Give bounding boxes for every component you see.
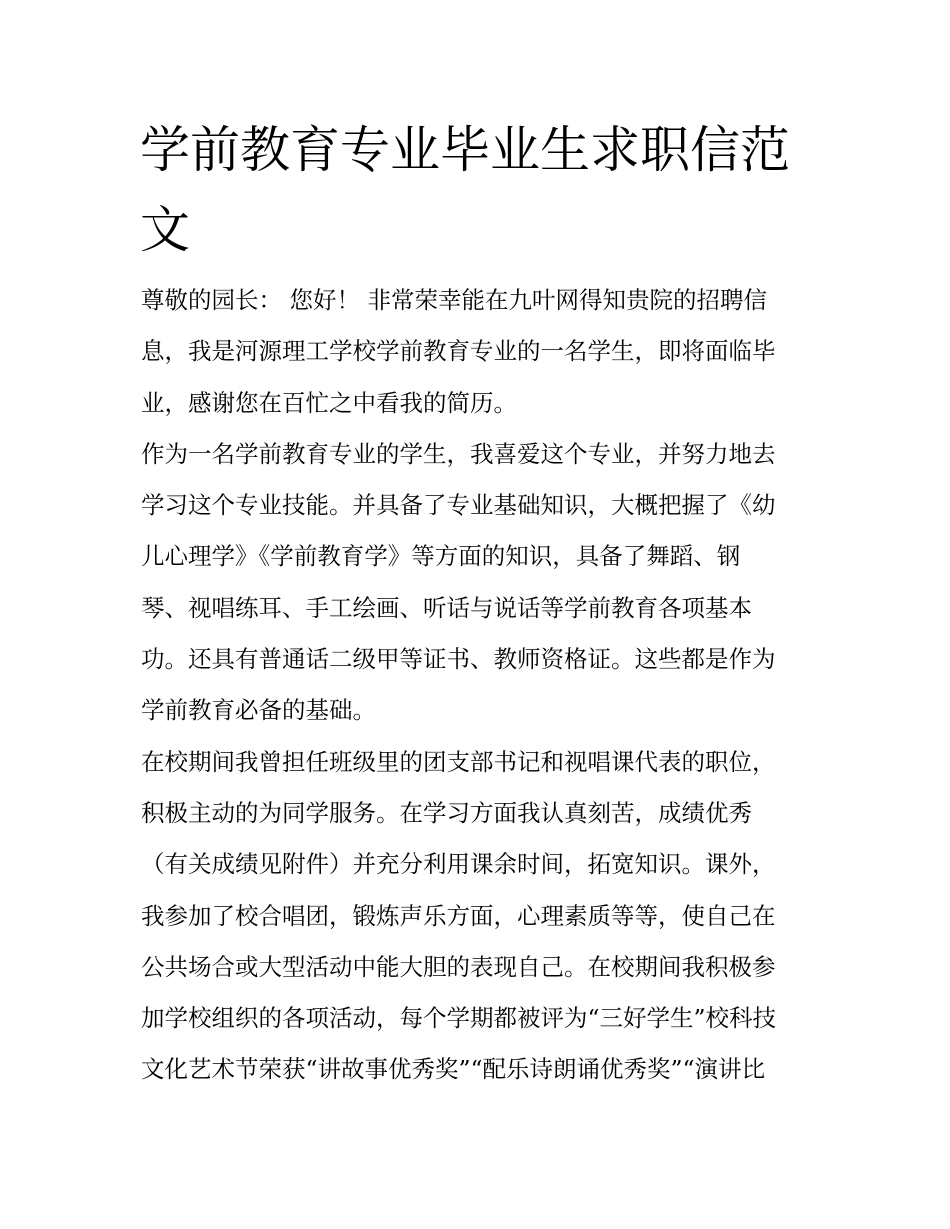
- title-line: 学前教育专业毕业生求职信范: [140, 121, 790, 179]
- body-line: 在校期间我曾担任班级里的团支部书记和视唱课代表的职位，: [141, 747, 776, 776]
- body-line: 学习这个专业技能。并具备了专业基础知识，大概把握了《幼: [141, 491, 776, 520]
- body-line: 文化艺术节荣获“讲故事优秀奖”“配乐诗朗诵优秀奖”“演讲比: [141, 1055, 766, 1084]
- body-line: 作为一名学前教育专业的学生，我喜爱这个专业，并努力地去: [141, 439, 776, 468]
- letter-body: [141, 275, 816, 1096]
- body-line: 儿心理学》《学前教育学》等方面的知识，具备了舞蹈、钢: [141, 542, 741, 571]
- body-line: 功。还具有普通话二级甲等证书、教师资格证。这些都是作为: [141, 645, 776, 674]
- body-line: 公共场合或大型活动中能大胆的表现自己。在校期间我积极参: [141, 952, 776, 981]
- body-line: 尊敬的园长： 您好！ 非常荣幸能在九叶网得知贵院的招聘信: [141, 286, 767, 314]
- body-line: 我参加了校合唱团，锻炼声乐方面，心理素质等等，使自己在: [141, 901, 776, 930]
- body-line: 琴、视唱练耳、手工绘画、听话与说话等学前教育各项基本: [141, 593, 752, 622]
- document-title: [140, 110, 820, 270]
- body-line: 积极主动的为同学服务。在学习方面我认真刻苦，成绩优秀: [141, 798, 752, 827]
- body-line: （有关成绩见附件）并充分利用课余时间，拓宽知识。课外，: [141, 850, 776, 879]
- body-line: 加学校组织的各项活动，每个学期都被评为“三好学生”校科技: [141, 1004, 777, 1033]
- title-line: 文: [140, 201, 190, 259]
- body-line: 业，感谢您在百忙之中看我的简历。: [141, 388, 517, 417]
- body-line: 息，我是河源理工学校学前教育专业的一名学生，即将面临毕: [141, 337, 776, 366]
- body-line: 学前教育必备的基础。: [141, 696, 376, 725]
